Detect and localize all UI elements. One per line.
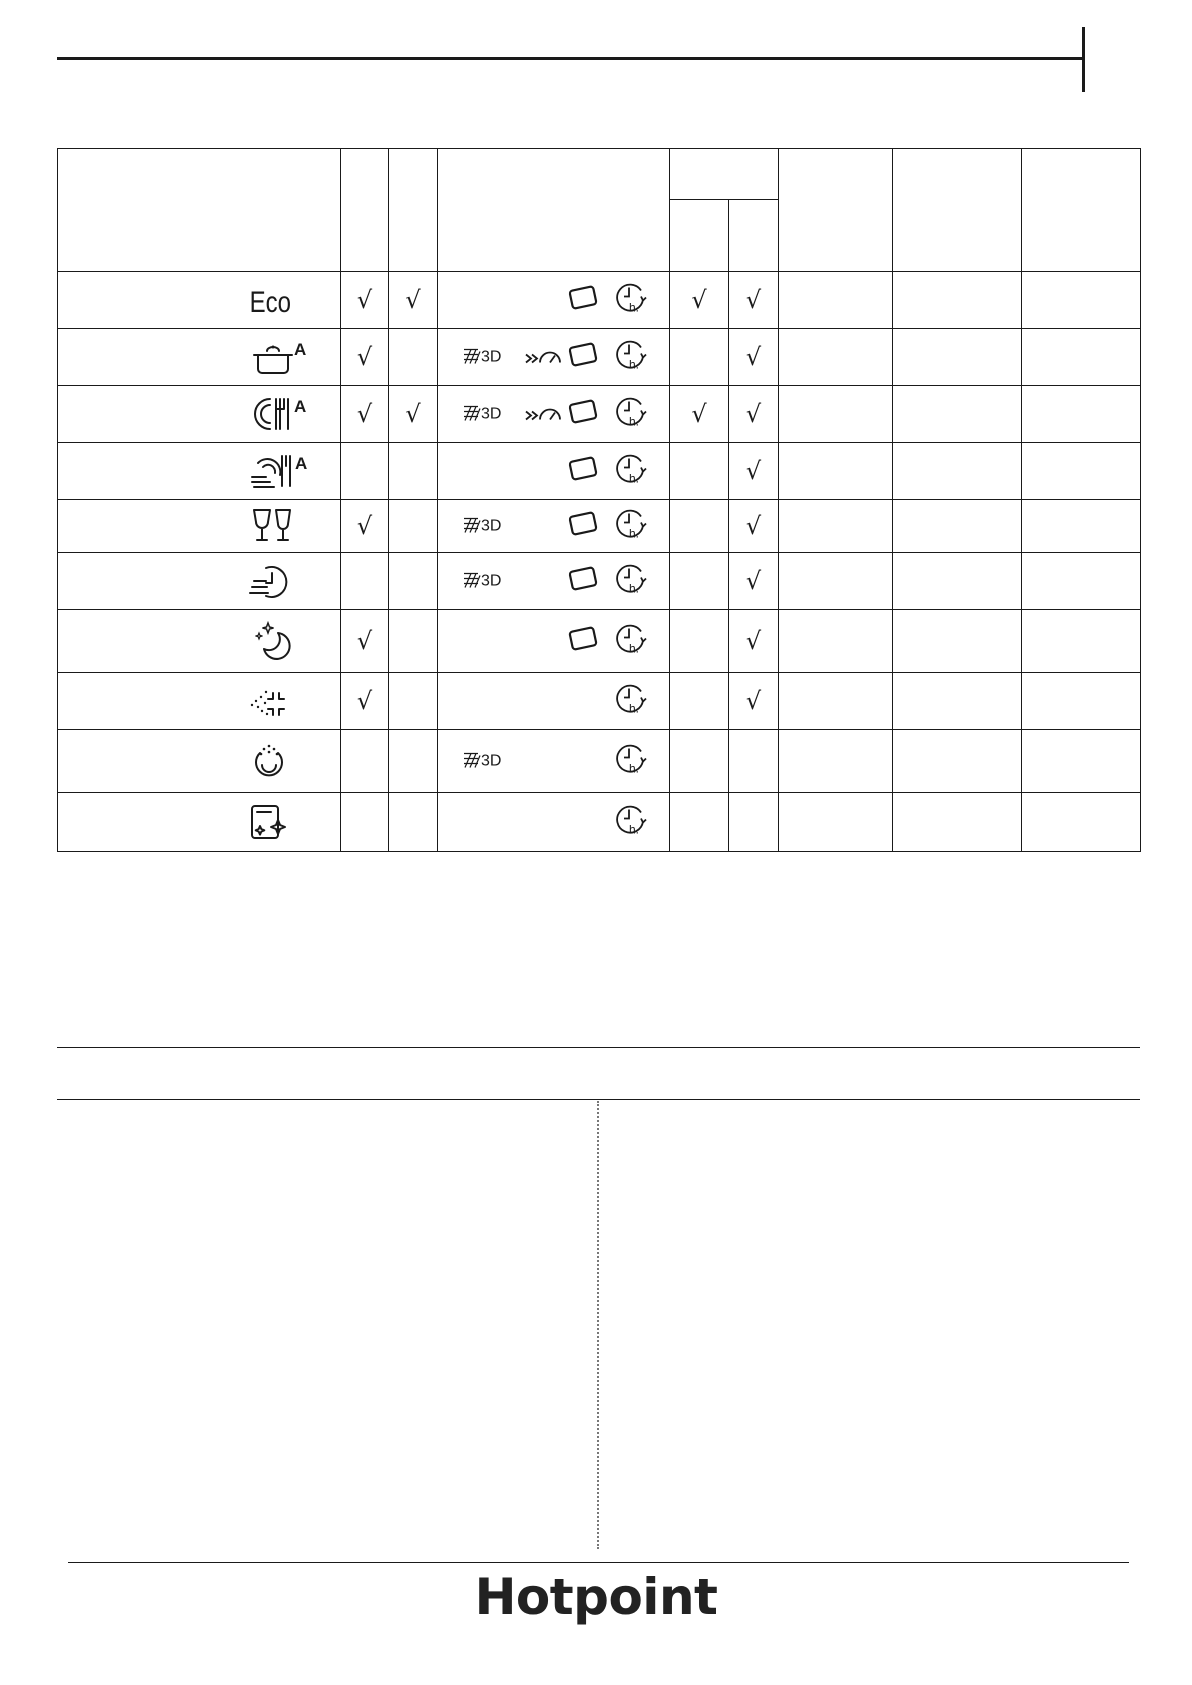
cell-col2: [389, 443, 438, 500]
night-program-icon: [248, 621, 312, 661]
cell-col7: [779, 610, 893, 673]
delay-start-icon: [614, 395, 648, 429]
svg-text:3D: 3D: [481, 348, 502, 366]
cell-col8: [893, 673, 1022, 730]
tablet-icon: [566, 510, 600, 538]
cell-col2: [389, 386, 438, 443]
check-mark: √: [745, 285, 762, 314]
quick-wash-icon: [248, 561, 312, 601]
svg-text:A: A: [294, 397, 307, 416]
cell-col2: [389, 730, 438, 793]
tablet-icon: [566, 625, 600, 653]
cell-col9: [1022, 329, 1141, 386]
cell-sub1: [670, 673, 729, 730]
cell-col1: [341, 553, 389, 610]
check-mark: √: [745, 456, 762, 485]
cell-col7: [779, 673, 893, 730]
cell-sub1: [670, 553, 729, 610]
self-clean-program-icon: [248, 802, 312, 842]
svg-text:3D: 3D: [481, 517, 502, 535]
check-mark: √: [356, 686, 373, 715]
cell-col1: [341, 329, 389, 386]
check-mark: √: [745, 566, 762, 595]
cell-col8: [893, 272, 1022, 329]
options-cell: [438, 610, 670, 673]
delay-start-icon: [614, 682, 648, 716]
options-cell: [438, 443, 670, 500]
cell-sub1: [670, 793, 729, 852]
delay-start-icon: [614, 452, 648, 486]
cell-sub1: [670, 386, 729, 443]
options-cell: [438, 500, 670, 553]
program-icon-cell: [58, 443, 341, 500]
svg-text:3D: 3D: [481, 405, 502, 423]
cell-col2: [389, 793, 438, 852]
eco-program-icon: [248, 280, 312, 320]
cell-col7: [779, 386, 893, 443]
check-mark: √: [356, 342, 373, 371]
svg-text:h.: h.: [629, 701, 640, 716]
cell-col7: [779, 443, 893, 500]
options-cell: [438, 730, 670, 793]
table-row: [58, 272, 1141, 329]
cell-sub2: [729, 329, 779, 386]
delay-start-icon: [614, 507, 648, 541]
table-row: [58, 793, 1141, 852]
cell-col1: [341, 730, 389, 793]
svg-text:h.: h.: [629, 357, 640, 372]
check-mark: √: [405, 399, 421, 428]
cell-col9: [1022, 793, 1141, 852]
top-rule: [57, 57, 1085, 60]
crystal-glasses-icon: [248, 506, 312, 546]
table-row: [58, 329, 1141, 386]
program-icon-cell: [58, 730, 341, 793]
tablet-icon: [566, 398, 600, 426]
cell-sub2: [729, 386, 779, 443]
check-mark: √: [356, 399, 373, 428]
program-icon-cell: [58, 500, 341, 553]
program-icon-cell: [58, 610, 341, 673]
cell-col1: [341, 610, 389, 673]
cell-col8: [893, 793, 1022, 852]
options-cell: [438, 272, 670, 329]
table-row: [58, 443, 1141, 500]
table-row: [58, 553, 1141, 610]
footer-rule: [68, 1562, 1129, 1563]
zone-wash-3d-icon: [462, 566, 514, 592]
header-cell-col1: [341, 149, 389, 272]
cell-sub2: [729, 553, 779, 610]
zone-wash-3d-icon: [462, 399, 514, 425]
cell-col1: [341, 793, 389, 852]
header-cell-col9: [1022, 149, 1141, 272]
check-mark: √: [745, 626, 762, 655]
check-mark: √: [356, 511, 373, 540]
table-row: [58, 500, 1141, 553]
cell-col2: [389, 272, 438, 329]
header-cell-sub1: [670, 200, 729, 272]
options-cell: [438, 329, 670, 386]
cell-sub1: [670, 329, 729, 386]
program-icon-cell: [58, 272, 341, 329]
cell-sub1: [670, 500, 729, 553]
tablet-icon: [566, 341, 600, 369]
table-row: [58, 673, 1141, 730]
cell-col2: [389, 553, 438, 610]
delay-start-icon: [614, 622, 648, 656]
section-rule-bottom: [57, 1099, 1140, 1100]
check-mark: √: [745, 686, 762, 715]
tablet-icon: [566, 284, 600, 312]
top-tick-mark: [1082, 27, 1085, 92]
table-row: [58, 386, 1141, 443]
cell-sub2: [729, 610, 779, 673]
cell-col9: [1022, 386, 1141, 443]
cell-sub2: [729, 793, 779, 852]
hygiene-program-icon: [248, 681, 312, 721]
cell-sub1: [670, 443, 729, 500]
fast-auto-program-icon: [248, 451, 312, 491]
pot-auto-program-icon: [248, 337, 312, 377]
cell-col1: [341, 386, 389, 443]
cell-col8: [893, 443, 1022, 500]
delay-start-icon: [614, 338, 648, 372]
svg-text:Eco: Eco: [249, 284, 291, 319]
check-mark: √: [691, 285, 707, 314]
table-row: [58, 730, 1141, 793]
delay-start-icon: [614, 742, 648, 776]
section-rule-top: [57, 1047, 1140, 1048]
svg-text:h.: h.: [629, 761, 640, 776]
check-mark: √: [405, 285, 421, 314]
cell-col9: [1022, 272, 1141, 329]
delay-start-icon: [614, 562, 648, 596]
header-cell-col8: [893, 149, 1022, 272]
check-mark: √: [691, 399, 707, 428]
cell-col8: [893, 553, 1022, 610]
brand-logo: Hotpoint: [474, 1568, 718, 1626]
options-cell: [438, 386, 670, 443]
cell-col7: [779, 730, 893, 793]
zone-wash-3d-icon: [462, 746, 514, 772]
check-mark: √: [356, 626, 373, 655]
svg-text:h.: h.: [629, 822, 640, 837]
cell-col9: [1022, 500, 1141, 553]
cell-col7: [779, 329, 893, 386]
dishes-auto-program-icon: [248, 394, 312, 434]
speed-boost-icon: [524, 400, 562, 424]
delay-start-icon: [614, 803, 648, 837]
check-mark: √: [745, 511, 762, 540]
prewash-program-icon: [248, 741, 312, 781]
cell-col8: [893, 329, 1022, 386]
cell-col7: [779, 553, 893, 610]
cell-col7: [779, 500, 893, 553]
cell-col2: [389, 673, 438, 730]
zone-wash-3d-icon: [462, 342, 514, 368]
cell-col8: [893, 610, 1022, 673]
cell-col9: [1022, 610, 1141, 673]
cell-sub2: [729, 443, 779, 500]
header-cell-group: [670, 149, 779, 200]
svg-text:A: A: [294, 340, 307, 359]
column-divider: [597, 1101, 599, 1549]
options-cell: [438, 553, 670, 610]
svg-text:3D: 3D: [481, 572, 502, 590]
cell-col9: [1022, 730, 1141, 793]
cell-col2: [389, 500, 438, 553]
program-icon-cell: [58, 553, 341, 610]
cell-sub2: [729, 500, 779, 553]
options-cell: [438, 673, 670, 730]
cell-col7: [779, 272, 893, 329]
cell-col8: [893, 386, 1022, 443]
svg-text:h.: h.: [629, 526, 640, 541]
cell-col8: [893, 500, 1022, 553]
program-icon-cell: [58, 673, 341, 730]
header-cell-options: [438, 149, 670, 272]
cell-sub1: [670, 272, 729, 329]
svg-text:h.: h.: [629, 471, 640, 486]
cell-col8: [893, 730, 1022, 793]
program-icon-cell: [58, 329, 341, 386]
svg-text:3D: 3D: [481, 752, 502, 770]
cell-col1: [341, 673, 389, 730]
cell-col2: [389, 329, 438, 386]
program-table: [57, 148, 1141, 852]
cell-col9: [1022, 553, 1141, 610]
cell-col1: [341, 272, 389, 329]
cell-col9: [1022, 443, 1141, 500]
cell-sub1: [670, 730, 729, 793]
check-mark: √: [356, 285, 373, 314]
svg-text:h.: h.: [629, 300, 640, 315]
cell-sub2: [729, 673, 779, 730]
check-mark: √: [745, 342, 762, 371]
header-cell-col7: [779, 149, 893, 272]
svg-text:h.: h.: [629, 414, 640, 429]
delay-start-icon: [614, 281, 648, 315]
program-icon-cell: [58, 386, 341, 443]
header-cell-sub2: [729, 200, 779, 272]
speed-boost-icon: [524, 343, 562, 367]
cell-sub1: [670, 610, 729, 673]
cell-sub2: [729, 730, 779, 793]
cell-col9: [1022, 673, 1141, 730]
cell-col1: [341, 500, 389, 553]
cell-col2: [389, 610, 438, 673]
program-icon-cell: [58, 793, 341, 852]
cell-col1: [341, 443, 389, 500]
header-cell-col2: [389, 149, 438, 272]
tablet-icon: [566, 565, 600, 593]
cell-sub2: [729, 272, 779, 329]
tablet-icon: [566, 455, 600, 483]
cell-col7: [779, 793, 893, 852]
check-mark: √: [745, 399, 762, 428]
table-header-row: [58, 149, 1141, 200]
header-cell-program: [58, 149, 341, 272]
svg-text:h.: h.: [629, 581, 640, 596]
svg-text:A: A: [295, 454, 308, 473]
svg-text:h.: h.: [629, 641, 640, 656]
table-row: [58, 610, 1141, 673]
zone-wash-3d-icon: [462, 511, 514, 537]
options-cell: [438, 793, 670, 852]
